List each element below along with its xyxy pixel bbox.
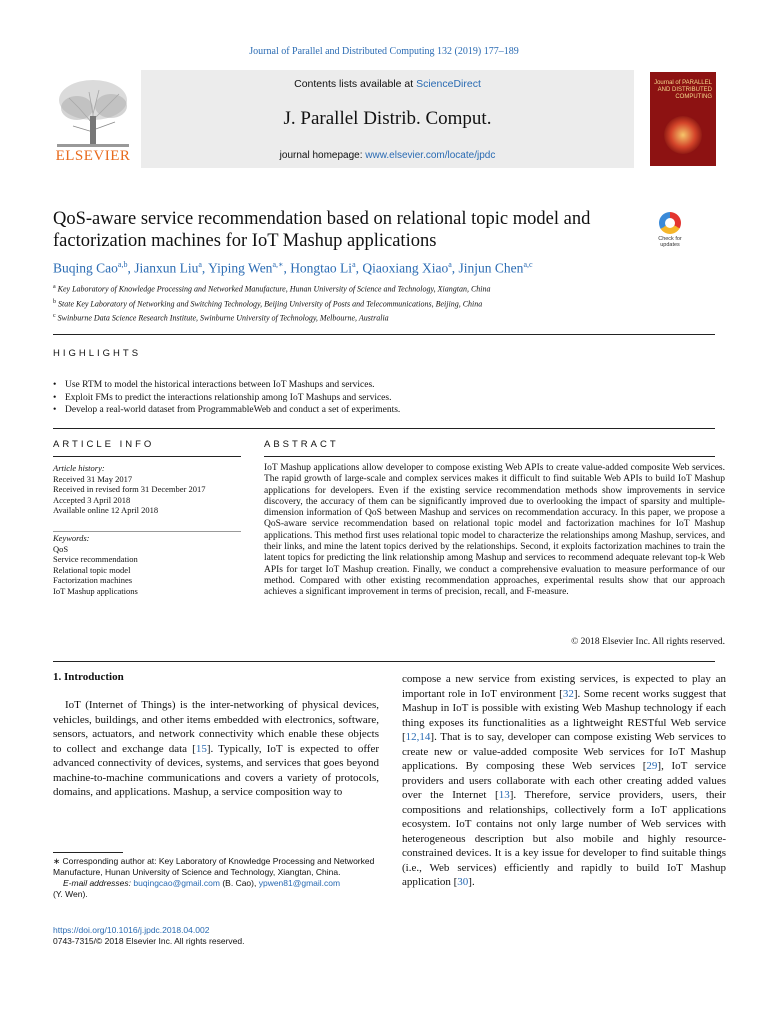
affiliation-text: Swinburne Data Science Research Institute, Swinburne University of Technology, Melbourne, Australia: [57, 313, 389, 323]
journal-reference[interactable]: Journal of Parallel and Distributed Computing 132 (2019) 177–189: [249, 46, 519, 57]
doi-link[interactable]: https://doi.org/10.1016/j.jpdc.2018.04.002: [53, 925, 210, 935]
cover-artwork: [664, 116, 702, 154]
article-history: [53, 463, 241, 516]
author-name[interactable]: Jianxun Liu: [134, 260, 199, 276]
footnote: ∗ Corresponding author at: Key Laboratory of Knowledge Processing and Networked Manufacture, Hunan University of Science and Technology, Xiangtan, China. E-mail addresses: buqingcao@gmail.com (B. Cao), ypwen81@gmail.com (Y. Wen).: [53, 856, 379, 900]
author-separator: ,: [451, 260, 459, 276]
history-entry: Available online 12 April 2018: [53, 505, 159, 515]
abstract-text: IoT Mashup applications allow developer to compose existing Web APIs to create value-added composite Web services. The rapid growth of large-scale and complex services makes it difficult to find suitable Web APIs to build IoT Mashup applications for developers. Even if the existing service recommendation methods show improvements in service discovery, the accuracy of them can be significantly improved due to overlooking the impact of sparsity and multiple-dimension information of QoS between Mashup and services on recommendation accuracy. In this paper, we propose a QoS-aware service recommendation based on relational topic model and factorization machines for IoT Mashup applications. This method first uses relational topic model to characterize the relationships among Mashup, services, and their links, and mine the latent topics derived by the relationships. Second, it exploits factorization machines to train the latent topics for predicting the link relationship among Mashup and services to recommend adequate relevant top-k Web APIs for target IoT Mashup creation. Finally, we conduct a comprehensive evaluation to measure performance of our method. Compared with other existing recommendation approaches, experimental results show that our approach achieves a significant improvement in terms of precision, recall, and F-measure.: [264, 463, 725, 598]
divider: [264, 456, 715, 457]
affiliation-text: Key Laboratory of Knowledge Processing and Networked Manufacture, Hunan University of Science and Technology, Xiangtan, China: [57, 284, 491, 294]
paper-title: QoS-aware service recommendation based on relational topic model and factorization machines for IoT Mashup applications: [53, 209, 591, 251]
journal-masthead: [53, 70, 716, 168]
body-text: ]. That is to say, developer can compose existing Web services to create new or value-added composite Web services for IoT Mashup applications. By composing these Web services [: [402, 731, 726, 772]
cover-title: Journal of PARALLEL AND DISTRIBUTED COMPUTING: [654, 80, 712, 100]
affiliation: [53, 310, 713, 325]
author-name[interactable]: Qiaoxiang Xiao: [362, 260, 449, 276]
history-entry: Received in revised form 31 December 2017: [53, 484, 206, 494]
author-affiliation-mark[interactable]: a: [352, 260, 356, 269]
check-for-updates-button[interactable]: [650, 212, 690, 256]
section-heading: 1. Introduction: [53, 671, 124, 683]
keywords-list: [53, 544, 241, 597]
contents-line: Contents lists available at ScienceDirect: [294, 78, 481, 90]
keywords-block: [53, 533, 241, 596]
affiliation-text: State Key Laboratory of Networking and Switching Technology, Beijing University of Posts and Telecommunications, Beijing, China: [58, 299, 483, 309]
divider: [53, 531, 241, 532]
check-updates-icon: [659, 212, 681, 234]
corresponding-author-note: ∗ Corresponding author at: Key Laboratory of Knowledge Processing and Networked Manufacture, Hunan University of Science and Technology, Xiangtan, China.: [53, 856, 375, 877]
footnote-divider: [53, 852, 123, 853]
author-affiliation-mark[interactable]: a: [198, 260, 202, 269]
author-affiliation-mark[interactable]: a,b: [117, 260, 128, 269]
affiliation-mark: b: [53, 298, 56, 305]
author-affiliation-mark[interactable]: a,c: [523, 260, 533, 269]
citation-link[interactable]: 15: [195, 742, 207, 755]
highlights-list: [53, 379, 713, 417]
divider: [53, 334, 715, 335]
affiliation-mark: c: [53, 313, 56, 320]
history-entry: Accepted 3 April 2018: [53, 494, 131, 505]
author-name[interactable]: Jinjun Chen: [458, 260, 524, 276]
divider: [53, 428, 715, 429]
highlight-item: • Develop a real-world dataset from ProgrammableWeb and conduct a set of experiments.: [53, 404, 713, 417]
citation-link[interactable]: 30: [457, 876, 469, 888]
homepage-line: journal homepage: www.elsevier.com/locate/jpdc: [279, 150, 496, 161]
history-list: [53, 474, 241, 516]
author-affiliation-mark[interactable]: a,∗: [272, 260, 284, 269]
author-name[interactable]: Hongtao Li: [290, 260, 353, 276]
journal-cover-image: [650, 72, 716, 166]
sciencedirect-link[interactable]: ScienceDirect: [416, 78, 481, 90]
history-label: Article history:: [53, 463, 105, 473]
author-separator: ,: [355, 260, 363, 276]
email-link-wen[interactable]: ypwen81@gmail.com: [258, 878, 341, 888]
body-column-left: [53, 698, 379, 800]
divider: [53, 456, 241, 457]
divider: [53, 661, 715, 662]
body-column-right: [402, 672, 726, 890]
masthead-box: [141, 70, 634, 168]
author-name[interactable]: Buqing Cao: [53, 260, 118, 276]
body-text: compose a new service from existing services, is expected to play an important role in IoT environment [: [402, 673, 726, 700]
body-text: ]. Some recent works suggest that Mashup in IoT is possible with existing Web Mashup technology if each thing exposes its functionalities as a lightweight RESTful Web service [: [402, 687, 726, 743]
email-link-cao[interactable]: buqingcao@gmail.com: [133, 878, 220, 888]
publisher-name: ELSEVIER: [55, 148, 131, 164]
citation-link[interactable]: 12,14: [405, 731, 431, 743]
affiliation-list: [53, 281, 713, 325]
author-separator: ,: [201, 260, 209, 276]
body-text: ].: [468, 876, 475, 888]
abstract-copyright: © 2018 Elsevier Inc. All rights reserved.: [571, 637, 725, 647]
keywords-label: Keywords:: [53, 533, 90, 543]
citation-link[interactable]: 29: [646, 760, 658, 772]
article-info-heading: ARTICLE INFO: [53, 439, 155, 450]
check-updates-label: Check for updates: [658, 236, 682, 248]
abstract-heading: ABSTRACT: [264, 439, 339, 450]
author-affiliation-mark[interactable]: a: [448, 260, 452, 269]
homepage-link[interactable]: www.elsevier.com/locate/jpdc: [365, 150, 496, 161]
affiliation: [53, 296, 713, 311]
citation-link[interactable]: 13: [498, 789, 510, 801]
email-line: E-mail addresses: buqingcao@gmail.com (B. Cao), ypwen81@gmail.com: [63, 878, 341, 888]
author-separator: ,: [283, 260, 291, 276]
issn-line: 0743-7315/© 2018 Elsevier Inc. All rights reserved.: [53, 936, 245, 946]
journal-name: J. Parallel Distrib. Comput.: [283, 108, 492, 129]
citation-link[interactable]: 32: [562, 687, 574, 700]
affiliation: [53, 281, 713, 296]
keyword: Factorization machines: [53, 575, 133, 585]
highlight-item: • Use RTM to model the historical interactions between IoT Mashups and services.: [53, 379, 713, 392]
keyword: Service recommendation: [53, 554, 138, 564]
doi-block: [53, 925, 244, 947]
body-text: ]. Therefore, service providers, users, their compositions and relationships, collectively form a IoT applications ecosystem. IoT contains not only large number of Web services with heterogeneous description but also mobile and highly resource-constrained devices. It is a key issue for developer to find suitable things (i.e., Web services) efficiently and rapidly to build IoT Mashup application [: [402, 789, 727, 888]
body-text: IoT (Internet of Things) is the inter-networking of physical devices, vehicles, buildings, and other items embedded with electronics, software, sensors, actuators, and network connectivity which enable these objects to collect and exchange data [: [53, 699, 379, 755]
keyword: IoT Mashup applications: [53, 585, 138, 596]
author-name[interactable]: Yiping Wen: [208, 260, 273, 276]
author-list: [53, 260, 713, 277]
keyword: Relational topic model: [53, 564, 131, 575]
affiliation-mark: a: [53, 284, 56, 290]
highlight-item: • Exploit FMs to predict the interactions relationship among IoT Mashups and services.: [53, 392, 713, 405]
author-separator: ,: [127, 260, 135, 276]
history-entry: Received 31 May 2017: [53, 473, 133, 484]
keyword: QoS: [53, 543, 69, 554]
body-text: ], IoT service providers and users collaborate with each other creating added values over the Internet [: [402, 760, 726, 801]
highlights-heading: HIGHLIGHTS: [53, 348, 142, 359]
body-text: ]. Typically, IoT is expected to offer advanced connectivity of devices, systems, and services that goes beyond machine-to-machine communications and covers a variety of protocols, domains, and applications. Mashup, a service composition way to: [53, 742, 379, 798]
